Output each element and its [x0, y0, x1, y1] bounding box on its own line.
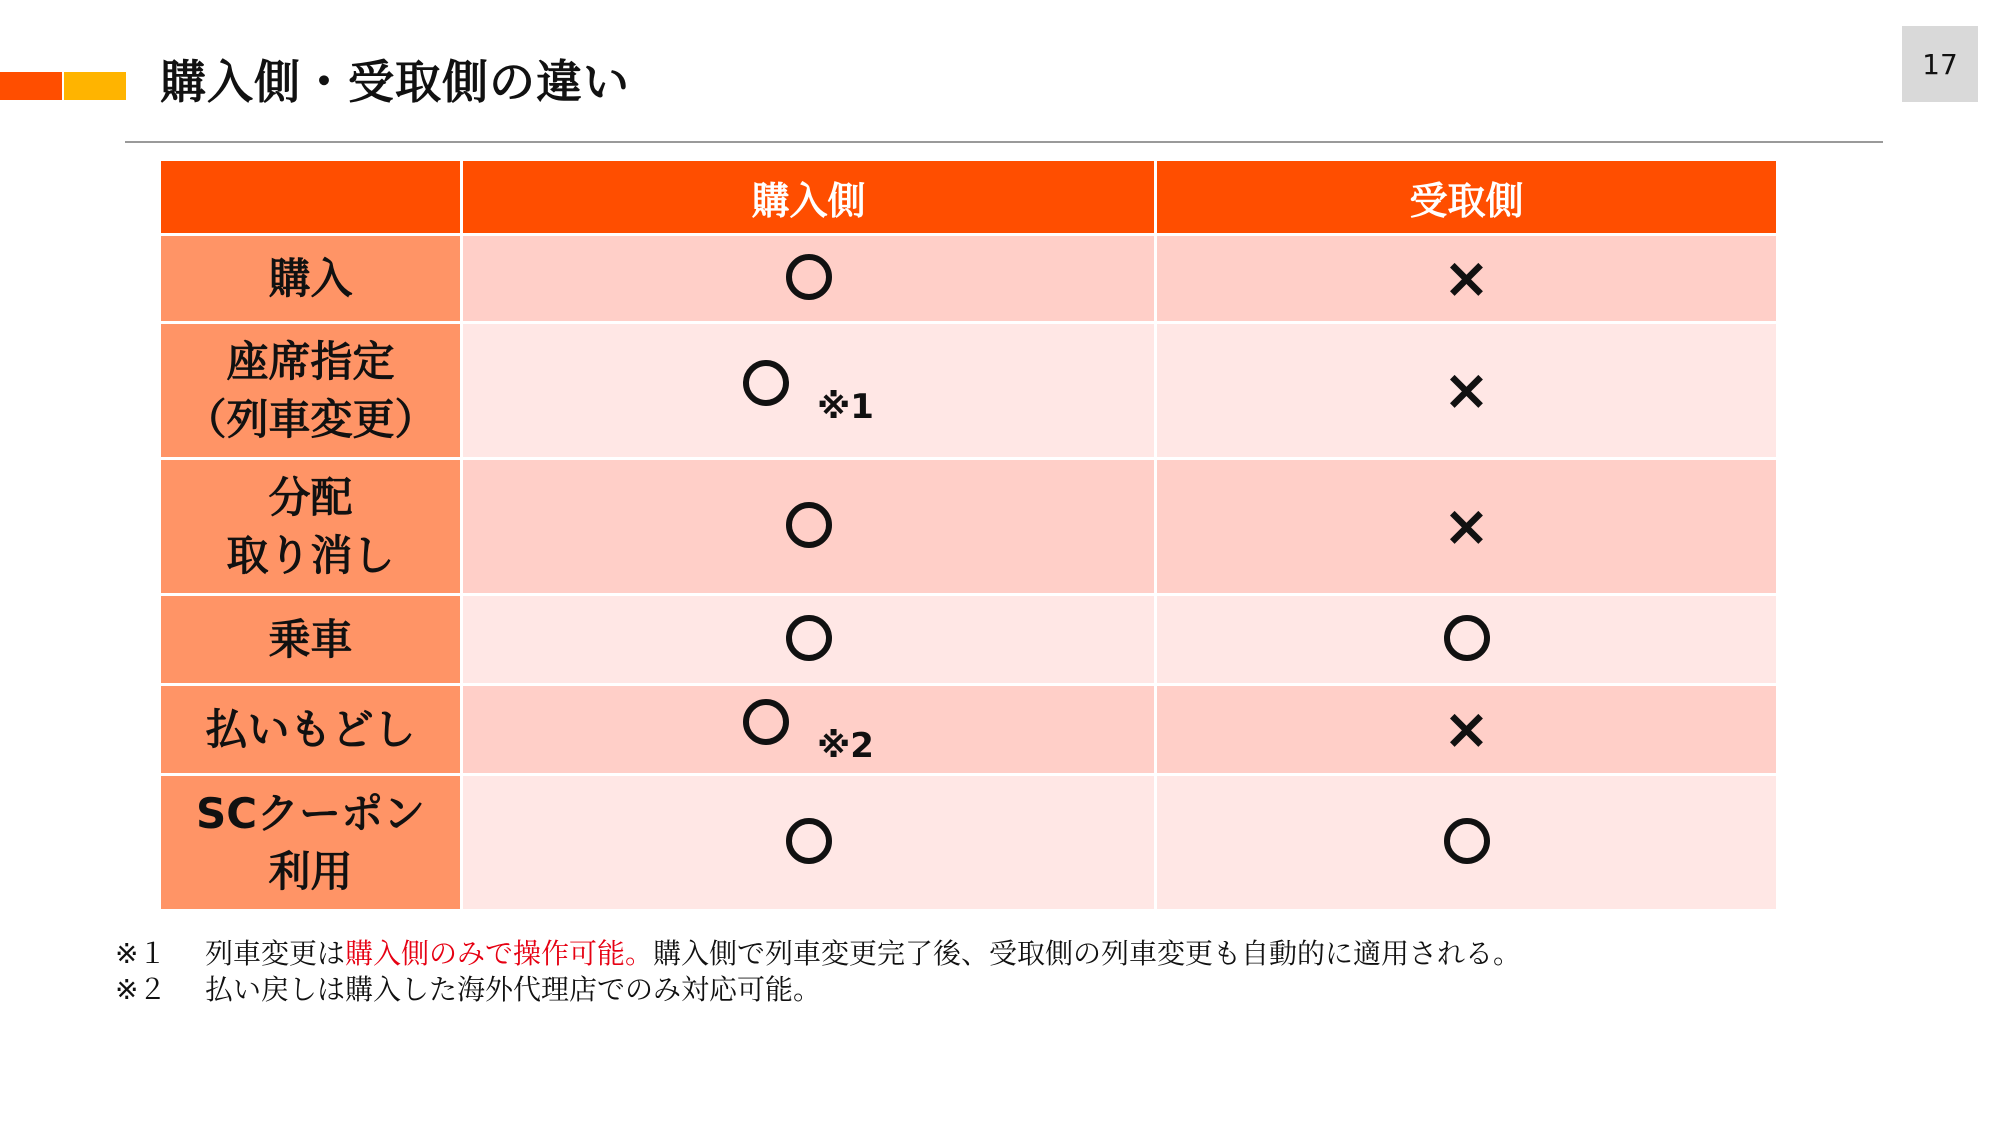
footnote-1: [115, 936, 1521, 972]
circle-mark: [743, 360, 789, 406]
receiver-cell: [1156, 685, 1778, 775]
receiver-cell: [1156, 775, 1778, 911]
cross-mark: [1443, 696, 1490, 762]
row-label-line: 乗車: [268, 614, 353, 664]
receiver-cell: [1156, 323, 1778, 459]
receiver-cell: [1156, 235, 1778, 323]
circle-icon: [743, 360, 789, 406]
row-label-line: 座席指定: [226, 336, 395, 386]
accent-bar-red: [0, 72, 62, 100]
cross-mark: [1443, 493, 1490, 559]
circle-mark: [786, 615, 832, 661]
footnote-2: [115, 972, 1521, 1008]
table-row: [160, 459, 1778, 595]
cross-mark: [1443, 357, 1490, 423]
receiver-cell: [1156, 595, 1778, 685]
table-row: [160, 235, 1778, 323]
footnote-highlight: 購入側のみで操作可能。: [345, 937, 654, 970]
accent-bar-yellow: [64, 72, 126, 100]
page-number: 17: [1902, 26, 1978, 102]
row-label: [160, 459, 462, 595]
row-label-line: 購入: [268, 253, 353, 303]
circle-icon: [743, 699, 789, 745]
cross-mark: [1443, 245, 1490, 311]
table-header-row: [160, 160, 1778, 235]
footnote-text: 列車変更は: [205, 937, 346, 970]
table-row: [160, 595, 1778, 685]
row-label-line: （列車変更）: [184, 394, 437, 444]
footnote-ref: ※2: [817, 726, 874, 767]
footnote-ref: ※1: [817, 387, 874, 428]
receiver-cell: [1156, 459, 1778, 595]
row-label: [160, 685, 462, 775]
table-row: [160, 323, 1778, 459]
row-label: [160, 595, 462, 685]
row-label-line: 分配: [268, 472, 353, 522]
comparison-table: [158, 158, 1779, 912]
footnote-text: 払い戻しは購入した海外代理店でのみ対応可能。: [205, 973, 822, 1006]
row-label: [160, 235, 462, 323]
row-label-line: 利用: [268, 846, 353, 896]
purchaser-cell: [462, 775, 1156, 911]
circle-mark: [743, 699, 789, 745]
footnote-text-after: 購入側で列車変更完了後、受取側の列車変更も自動的に適用される。: [653, 937, 1522, 970]
purchaser-cell: [462, 595, 1156, 685]
purchaser-cell: [462, 459, 1156, 595]
title-divider: [125, 141, 1883, 143]
table-row: [160, 775, 1778, 911]
cross-icon: ×: [1443, 696, 1490, 762]
circle-icon: [1444, 818, 1490, 864]
cross-icon: ×: [1443, 493, 1490, 559]
circle-mark: [1444, 615, 1490, 661]
cross-icon: ×: [1443, 357, 1490, 423]
cross-icon: ×: [1443, 245, 1490, 311]
header-receiver: 受取側: [1156, 160, 1778, 235]
purchaser-cell: [462, 685, 1156, 775]
page-title: 購入側・受取側の違い: [160, 55, 630, 109]
header-purchaser: 購入側: [462, 160, 1156, 235]
purchaser-cell: [462, 235, 1156, 323]
circle-mark: [786, 254, 832, 300]
circle-icon: [786, 502, 832, 548]
footnotes: [115, 936, 1521, 1008]
footnote-mark: ※１: [115, 937, 167, 970]
circle-mark: [786, 818, 832, 864]
header-empty-cell: [160, 160, 462, 235]
circle-mark: [786, 502, 832, 548]
row-label-line: 払いもどし: [205, 704, 416, 754]
circle-icon: [786, 615, 832, 661]
circle-icon: [786, 818, 832, 864]
table-row: [160, 685, 1778, 775]
row-label: [160, 323, 462, 459]
circle-icon: [786, 254, 832, 300]
purchaser-cell: [462, 323, 1156, 459]
row-label-line: SCクーポン: [195, 788, 426, 838]
footnote-mark: ※２: [115, 973, 167, 1006]
circle-mark: [1444, 818, 1490, 864]
row-label: [160, 775, 462, 911]
row-label-line: 取り消し: [226, 530, 395, 580]
circle-icon: [1444, 615, 1490, 661]
